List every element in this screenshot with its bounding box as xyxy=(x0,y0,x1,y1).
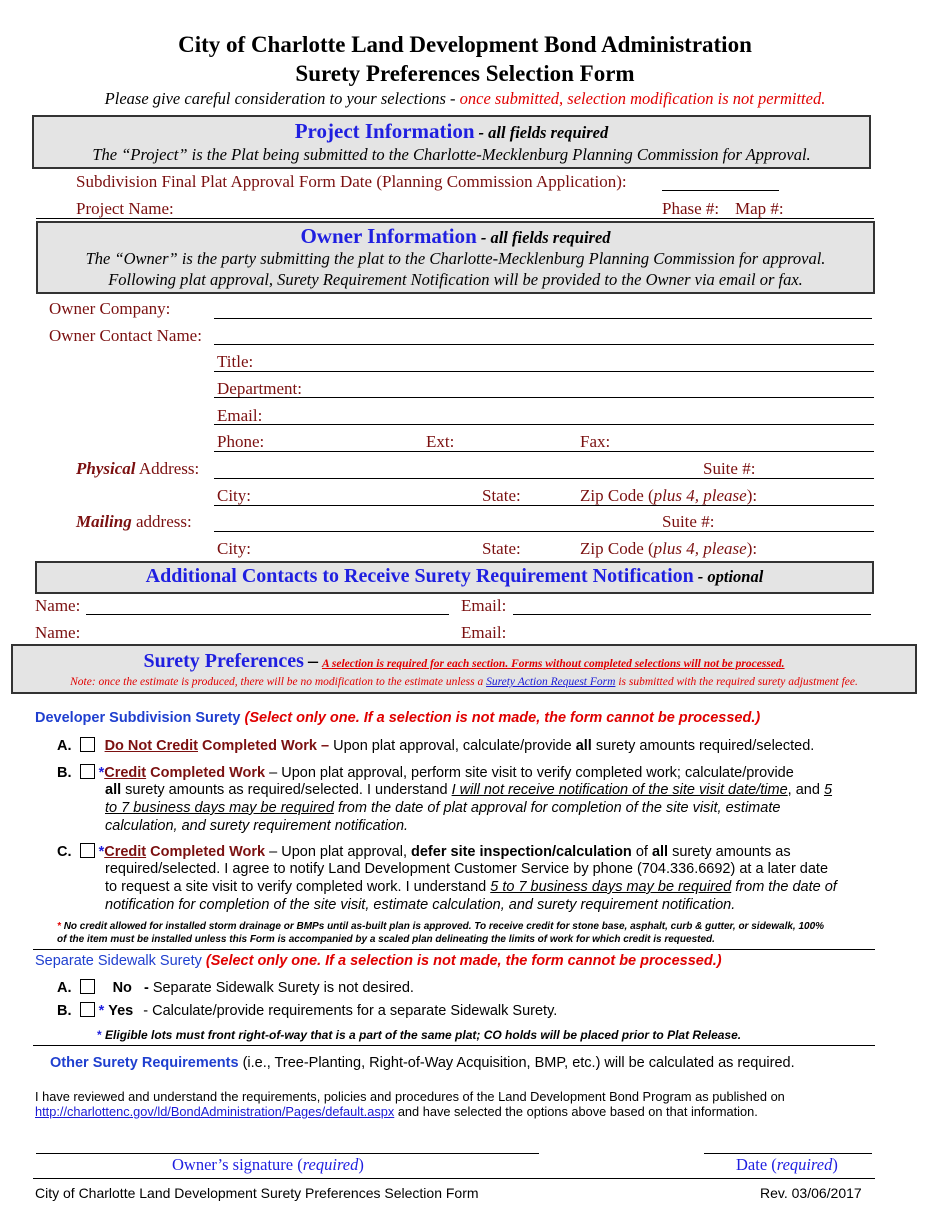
phase-label: Phase #: xyxy=(662,199,720,218)
sidewalk-note-star: * xyxy=(97,1028,102,1042)
zip-plus4-note: plus 4, please xyxy=(653,539,747,558)
option-b-line3 xyxy=(105,800,780,816)
physical-address-field[interactable] xyxy=(214,478,874,479)
option-a-text: Upon plat approval, calculate/provide xyxy=(333,738,572,754)
sidewalk-b-letter: B. xyxy=(57,1003,72,1019)
zip-label-text: Zip Code ( xyxy=(580,539,654,558)
project-info-title: Project Information xyxy=(294,119,475,143)
completed-work-label: Completed Work – xyxy=(202,738,330,754)
section-divider xyxy=(33,1045,875,1046)
option-c-line1: – Upon plat approval, xyxy=(269,844,407,860)
developer-option-a-checkbox[interactable] xyxy=(80,737,95,752)
form-title-line2: Surety Preferences Selection Form xyxy=(295,61,635,86)
date-text: Date ( xyxy=(736,1155,777,1174)
mailing-address-field[interactable] xyxy=(214,531,874,532)
option-b-five: 5 xyxy=(823,782,833,798)
bond-program-link[interactable]: http://charlottenc.gov/ld/BondAdministration/Pages/default.aspx xyxy=(35,1104,395,1119)
sidewalk-option-b-checkbox[interactable] xyxy=(80,1002,95,1017)
owner-signature-field[interactable] xyxy=(36,1153,539,1154)
department-field[interactable] xyxy=(214,397,874,398)
completed-work-label: Completed Work xyxy=(150,844,266,860)
additional-contacts-optional: - optional xyxy=(697,567,764,586)
footer-title: City of Charlotte Land Development Surety Preferences Selection Form xyxy=(35,1185,479,1201)
developer-option-c-checkbox[interactable] xyxy=(80,843,95,858)
option-c-line3-end: from the date of xyxy=(735,879,837,895)
developer-option-b xyxy=(57,764,794,781)
fax-label: Fax: xyxy=(580,432,611,451)
credit-label: Credit xyxy=(104,765,147,781)
plat-form-date-field[interactable] xyxy=(662,190,779,191)
contact1-email-field[interactable] xyxy=(513,614,871,615)
owner-signature-paren: ) xyxy=(358,1155,364,1174)
option-b-letter: B. xyxy=(57,765,72,781)
contact2-name-label: Name: xyxy=(35,623,81,642)
option-c-star: * xyxy=(98,844,105,860)
map-label: Map #: xyxy=(735,199,784,218)
other-surety xyxy=(50,1055,795,1071)
surety-modification-note xyxy=(11,676,917,688)
sidewalk-b-text: - Calculate/provide requirements for a separate Sidewalk Surety. xyxy=(143,1003,558,1019)
option-b-line3-text: from the date of plat approval for completion of the site visit, estimate xyxy=(337,800,781,816)
footer-divider xyxy=(33,1178,875,1179)
sidewalk-a-letter: A. xyxy=(57,980,72,996)
surety-preferences-title: Surety Preferences xyxy=(143,650,304,672)
city-label-mailing: City: xyxy=(217,539,252,558)
ext-label: Ext: xyxy=(426,432,455,451)
developer-footnote-1 xyxy=(57,921,824,932)
sidewalk-option-a-checkbox[interactable] xyxy=(80,979,95,994)
option-c-understand: to request a site visit to verify completed work. I understand xyxy=(105,879,487,895)
developer-surety-title: Developer Subdivision Surety xyxy=(35,710,241,726)
date-field[interactable] xyxy=(704,1153,872,1154)
department-label: Department: xyxy=(217,379,302,398)
option-c-business-days: 5 to 7 business days may be required xyxy=(490,879,732,895)
project-info-heading xyxy=(32,119,871,144)
additional-contacts-heading xyxy=(35,565,874,588)
suite-label-physical: Suite #: xyxy=(703,459,756,478)
option-c-defer: defer site inspection/calculation xyxy=(411,844,632,860)
project-description: The “Project” is the Plat being submitted to the Charlotte-Mecklenburg Planning Commission for Approval. xyxy=(92,145,811,164)
owner-company-field[interactable] xyxy=(214,318,872,319)
state-label-physical: State: xyxy=(482,486,521,505)
option-b-star: * xyxy=(98,765,105,781)
option-b-understand: surety amounts as required/selected. I understand xyxy=(125,782,448,798)
date-paren: ) xyxy=(832,1155,838,1174)
developer-surety-heading xyxy=(35,710,760,726)
developer-option-c xyxy=(57,843,791,860)
project-name-label: Project Name: xyxy=(76,199,174,218)
owner-contact-field[interactable] xyxy=(214,344,874,345)
developer-surety-instruction: (Select only one. If a selection is not made, the form cannot be processed.) xyxy=(244,710,761,726)
zip-label-end: ): xyxy=(746,539,758,558)
option-b-line2 xyxy=(105,782,832,798)
other-surety-title: Other Surety Requirements xyxy=(50,1055,239,1071)
contact1-email-label: Email: xyxy=(461,596,507,615)
option-c-line3 xyxy=(105,879,837,895)
option-c-line1-end: surety amounts as xyxy=(672,844,791,860)
option-b-business-days: to 7 business days may be required xyxy=(105,800,334,816)
owner-info-required: - all fields required xyxy=(480,228,611,247)
sidewalk-no-label: No xyxy=(112,980,132,996)
credit-label: Credit xyxy=(104,844,147,860)
zip-label-text: Zip Code ( xyxy=(580,486,654,505)
option-b-no-notification: I will not receive notification of the site visit date/time xyxy=(451,782,788,798)
option-a-text-end: surety amounts required/selected. xyxy=(595,738,815,754)
zip-label-mailing xyxy=(580,539,757,559)
option-b-line4: calculation, and surety requirement notification. xyxy=(105,818,409,834)
email-label: Email: xyxy=(217,406,263,425)
date-required: required xyxy=(776,1155,833,1174)
sidewalk-surety-title: Separate Sidewalk Surety xyxy=(35,953,202,969)
other-surety-text: (i.e., Tree-Planting, Right-of-Way Acquisition, BMP, etc.) will be calculated as required. xyxy=(242,1055,795,1071)
zip-plus4-note: plus 4, please xyxy=(653,486,747,505)
footnote-star: * xyxy=(57,921,61,932)
option-c-line2: required/selected. I agree to notify Land Development Customer Service by phone (704.336.6692) at a later date xyxy=(105,861,829,877)
project-name-field[interactable] xyxy=(36,218,874,219)
contact1-name-field[interactable] xyxy=(86,614,449,615)
surety-note-text: Note: once the estimate is produced, there will be no modification to the estimate unless a xyxy=(70,676,484,688)
developer-footnote-2: of the item must be installed unless this Form is accompanied by a scaled plan delineating the limits of work for which credit is requested. xyxy=(57,934,715,945)
email-field[interactable] xyxy=(214,424,874,425)
section-divider xyxy=(33,949,875,950)
option-b-and: , and xyxy=(787,782,820,798)
sidewalk-surety-heading xyxy=(35,953,722,969)
zip-label-physical xyxy=(580,486,757,506)
owner-description-2: Following plat approval, Surety Requirement Notification will be provided to the Owner via email or fax. xyxy=(108,270,803,289)
option-c-of: of xyxy=(635,844,648,860)
owner-contact-label: Owner Contact Name: xyxy=(49,326,202,345)
date-label xyxy=(736,1155,838,1175)
title-field[interactable] xyxy=(214,371,874,372)
completed-work-label: Completed Work xyxy=(150,765,266,781)
option-b-line1: – Upon plat approval, perform site visit to verify completed work; calculate/provide xyxy=(269,765,794,781)
footer-revision: Rev. 03/06/2017 xyxy=(760,1185,862,1201)
surety-action-request-link[interactable]: Surety Action Request Form xyxy=(486,676,616,688)
project-info-required: - all fields required xyxy=(478,123,609,142)
acknowledgement-line2 xyxy=(35,1104,758,1119)
plat-form-date-label: Subdivision Final Plat Approval Form Date (Planning Commission Application): xyxy=(76,172,627,191)
mailing-address-word: address: xyxy=(136,512,192,531)
zip-label-end: ): xyxy=(746,486,758,505)
mailing-emphasis: Mailing xyxy=(76,512,132,531)
option-b-all: all xyxy=(105,782,122,798)
owner-description-1: The “Owner” is the party submitting the plat to the Charlotte-Mecklenburg Planning Commission for approval. xyxy=(85,249,826,268)
contact1-name-label: Name: xyxy=(35,596,81,615)
physical-city-field[interactable] xyxy=(214,505,874,506)
sidewalk-yes-label: Yes xyxy=(108,1003,134,1019)
option-c-all: all xyxy=(651,844,669,860)
acknowledgement-end: and have selected the options above based on that information. xyxy=(397,1104,758,1119)
sidewalk-option-a xyxy=(57,979,414,996)
owner-company-label: Owner Company: xyxy=(49,299,171,318)
title-label: Title: xyxy=(217,352,254,371)
sidewalk-b-star: * xyxy=(98,1003,105,1019)
sidewalk-eligibility-note xyxy=(97,1028,741,1042)
physical-address-label xyxy=(76,459,199,479)
intro-text xyxy=(0,89,930,109)
contact2-email-label: Email: xyxy=(461,623,507,642)
option-c-letter: C. xyxy=(57,844,72,860)
state-label-mailing: State: xyxy=(482,539,521,558)
physical-emphasis: Physical xyxy=(76,459,136,478)
owner-info-heading xyxy=(36,224,875,249)
sidewalk-option-b xyxy=(57,1002,557,1019)
option-a-all: all xyxy=(575,738,592,754)
intro-warning-red: once submitted, selection modification is not permitted. xyxy=(459,89,826,108)
surety-preferences-dash: – xyxy=(307,650,318,672)
sidewalk-a-text: Separate Sidewalk Surety is not desired. xyxy=(152,980,414,996)
option-a-letter: A. xyxy=(57,738,72,754)
intro-warning: Please give careful consideration to your selections - xyxy=(104,89,456,108)
developer-option-a xyxy=(57,737,814,754)
sidewalk-surety-instruction: (Select only one. If a selection is not made, the form cannot be processed.) xyxy=(205,953,722,969)
acknowledgement-line1: I have reviewed and understand the requirements, policies and procedures of the Land Development Bond Program as published on xyxy=(35,1089,785,1104)
form-title-line1: City of Charlotte Land Development Bond Administration xyxy=(178,32,752,57)
owner-signature-label xyxy=(172,1155,364,1175)
surety-required-note: A selection is required for each section. Forms without completed selections will not be processed. xyxy=(321,658,785,670)
suite-label-mailing: Suite #: xyxy=(662,512,715,531)
city-label-physical: City: xyxy=(217,486,252,505)
phone-field[interactable] xyxy=(214,451,874,452)
physical-address-word: Address: xyxy=(138,459,200,478)
surety-preferences-heading xyxy=(11,650,917,673)
phone-label: Phone: xyxy=(217,432,265,451)
do-not-credit-label: Do Not Credit xyxy=(104,738,198,754)
sidewalk-a-dash: - xyxy=(143,980,149,996)
sidewalk-note-text: Eligible lots must front right-of-way that is a part of the same plat; CO holds will be placed prior to Plat Release. xyxy=(105,1028,742,1042)
owner-signature-required: required xyxy=(302,1155,359,1174)
developer-option-b-checkbox[interactable] xyxy=(80,764,95,779)
option-c-line4: notification for completion of the site visit, estimate calculation, and surety requirement notification. xyxy=(105,897,736,913)
mailing-address-label xyxy=(76,512,192,532)
owner-signature-text: Owner’s signature ( xyxy=(172,1155,303,1174)
surety-note-text-end: is submitted with the required surety adjustment fee. xyxy=(618,676,858,688)
footnote-text-1: No credit allowed for installed storm drainage or BMPs until as-built plan is approved. To receive credit for stone base, asphalt, curb & gutter, or sidewalk, 100% xyxy=(63,921,825,932)
additional-contacts-title: Additional Contacts to Receive Surety Requirement Notification xyxy=(145,565,694,587)
owner-info-title: Owner Information xyxy=(300,224,477,248)
